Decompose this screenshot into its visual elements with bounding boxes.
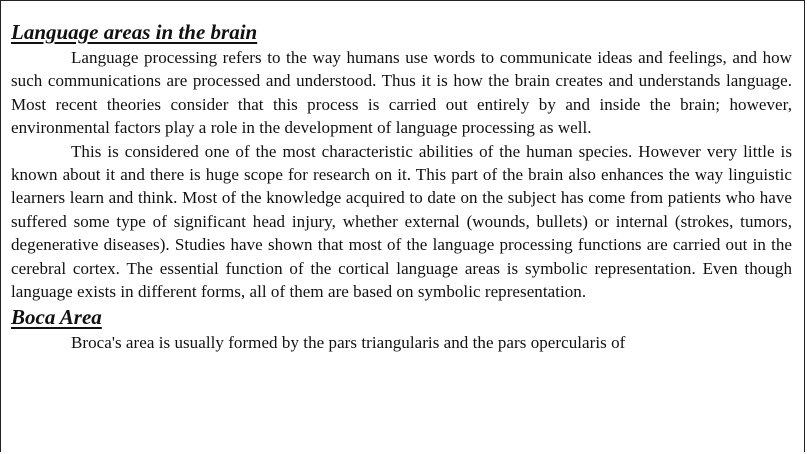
paragraph: Language processing refers to the way humans use words to communicate ideas and feelings, and how such communications are processed and understood. Thus it is how the brain creates and understands language. Most recent theories consider that this process is carried out entirely by and inside the brain; however, environmental factors play a role in the development of language processing as well.: [11, 48, 792, 138]
paragraph-partial: Broca's area is usually formed by the pars triangularis and the pars opercularis of: [71, 333, 626, 353]
document-body: [11, 18, 792, 355]
section-heading: Language areas in the brain: [11, 20, 258, 44]
paragraph: This is considered one of the most characteristic abilities of the human species. However very little is known about it and there is huge scope for research on it. This part of the brain also enhances the way linguistic learners learn and think. Most of the knowledge acquired to date on the subject has come from patients who have suffered some type of significant head injury, whether external (wounds, bullets) or internal (strokes, tumors, degenerative diseases). Studies have shown that most of the language processing functions are carried out in the cerebral cortex. The essential function of the cortical language areas is symbolic representation. Even though language exists in different forms, all of them are based on symbolic representation.: [11, 141, 792, 302]
section-heading-boca-area: Boca Area: [11, 305, 102, 330]
